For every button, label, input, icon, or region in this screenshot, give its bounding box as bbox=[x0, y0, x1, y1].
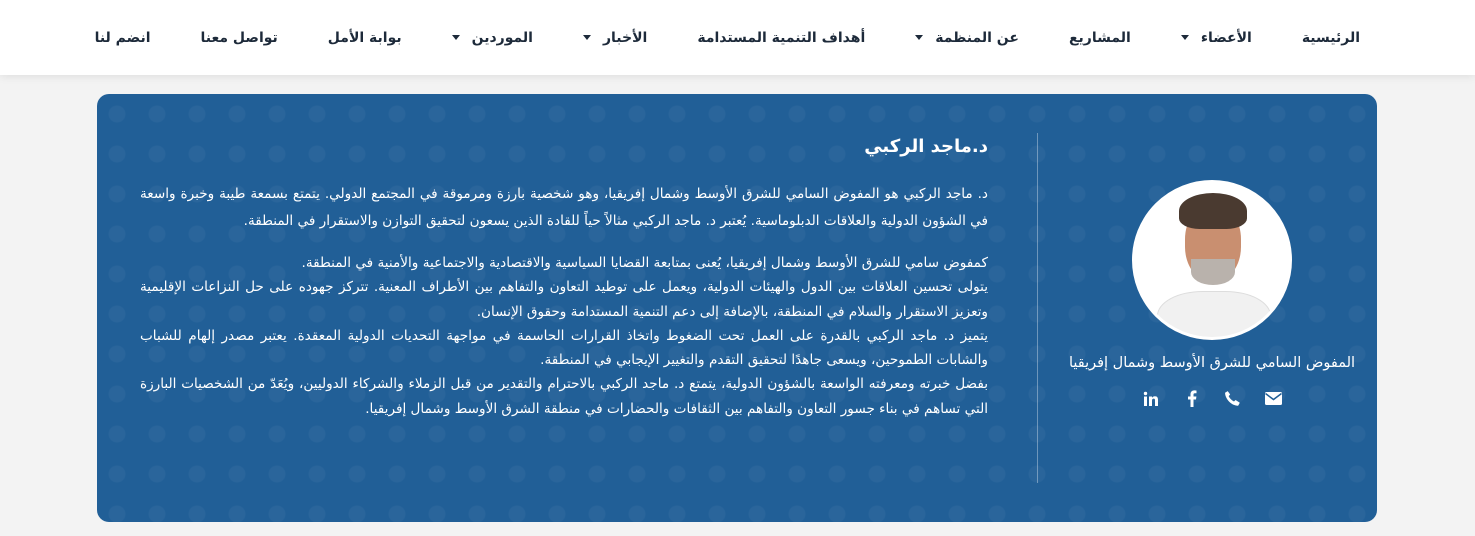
nav-item[interactable] bbox=[1302, 30, 1360, 46]
nav-item[interactable] bbox=[328, 30, 402, 46]
profile-role: المفوض السامي للشرق الأوسط وشمال إفريقيا bbox=[1068, 355, 1356, 371]
avatar bbox=[1132, 180, 1292, 340]
social-links bbox=[1057, 389, 1367, 408]
bio-line: كمفوض سامي للشرق الأوسط وشمال إفريقيا، يُعنى بمتابعة القضايا السياسية والاقتصادية والاجتماعية والأمنية في المنطقة. bbox=[301, 255, 988, 271]
chevron-down-icon bbox=[452, 35, 460, 40]
divider bbox=[1037, 133, 1038, 483]
facebook-icon[interactable] bbox=[1182, 389, 1201, 408]
nav-item-label: الأعضاء bbox=[1200, 29, 1252, 46]
nav-item[interactable] bbox=[1181, 30, 1252, 46]
nav-item-label: أهداف التنمية المستدامة bbox=[697, 29, 866, 46]
chevron-down-icon bbox=[1181, 35, 1189, 40]
nav-item-label: الرئيسية bbox=[1301, 29, 1360, 46]
nav-item-label: الموردين bbox=[471, 29, 533, 46]
bio-details bbox=[140, 251, 988, 421]
nav-item-label: الأخبار bbox=[602, 29, 648, 46]
bio-intro: د. ماجد الركبي هو المفوض السامي للشرق الأوسط وشمال إفريقيا، وهو شخصية بارزة ومرموقة في المجتمع الدولي. يتمتع بسمعة طيبة وخبرة واسعة في الشؤون الدولية والعلاقات الدبلوماسية. يُعتبر د. ماجد الركبي مثالاً حياً للقادة الذين يسعون لتحقيق التوازن والاستقرار في المنطقة. bbox=[140, 186, 988, 229]
nav-item-label: عن المنظمة bbox=[935, 29, 1019, 46]
profile-card bbox=[97, 94, 1377, 522]
main-nav bbox=[0, 0, 1475, 75]
envelope-icon[interactable] bbox=[1264, 389, 1283, 408]
chevron-down-icon bbox=[915, 35, 923, 40]
nav-item[interactable] bbox=[95, 30, 151, 46]
nav-item[interactable] bbox=[583, 30, 647, 46]
nav-item[interactable] bbox=[201, 30, 278, 46]
nav-item[interactable] bbox=[915, 30, 1019, 46]
nav-item-label: بوابة الأمل bbox=[327, 29, 402, 46]
bio-section bbox=[140, 136, 988, 421]
nav-item-label: انضم لنا bbox=[94, 29, 151, 46]
nav-item-label: تواصل معنا bbox=[200, 29, 278, 46]
bio-line: بفضل خبرته ومعرفته الواسعة بالشؤون الدولية، يتمتع د. ماجد الركبي بالاحترام والتقدير من قبل الزملاء والشركاء الدوليين، ويُعَدّ من الشخصيات البارزة التي تساهم في بناء جسور التعاون والتفاهم بين الثقافات والحضارات في منطقة الشرق الأوسط وشمال إفريقيا. bbox=[140, 376, 988, 417]
chevron-down-icon bbox=[583, 35, 591, 40]
linkedin-icon[interactable] bbox=[1141, 389, 1160, 408]
nav-item[interactable] bbox=[697, 30, 865, 46]
nav-list bbox=[0, 0, 1475, 75]
nav-item[interactable] bbox=[1069, 30, 1131, 46]
nav-item-label: المشاريع bbox=[1068, 29, 1131, 46]
bio-line: يتميز د. ماجد الركبي بالقدرة على العمل تحت الضغوط واتخاذ القرارات الحاسمة في مواجهة التحديات الدولية المعقدة. يعتبر مصدر إلهام للشباب والشابات الطموحين، ويسعى جاهدًا لتحقيق التقدم والتغيير الإيجابي في المنطقة. bbox=[140, 327, 988, 369]
nav-item[interactable] bbox=[452, 30, 533, 46]
phone-icon[interactable] bbox=[1223, 389, 1242, 408]
profile-sidebar bbox=[1057, 180, 1367, 408]
bio-line: يتولى تحسين العلاقات بين الدول والهيئات الدولية، ويعمل على توطيد التعاون والتفاهم بين الأطراف المعنية. تتركز جهوده على حل النزاعات الإقليمية وتعزيز الاستقرار والسلام في المنطقة، بالإضافة إلى دعم التنمية المستدامة وحقوق الإنسان. bbox=[140, 279, 988, 320]
profile-name: د.ماجد الركبي bbox=[864, 136, 988, 157]
